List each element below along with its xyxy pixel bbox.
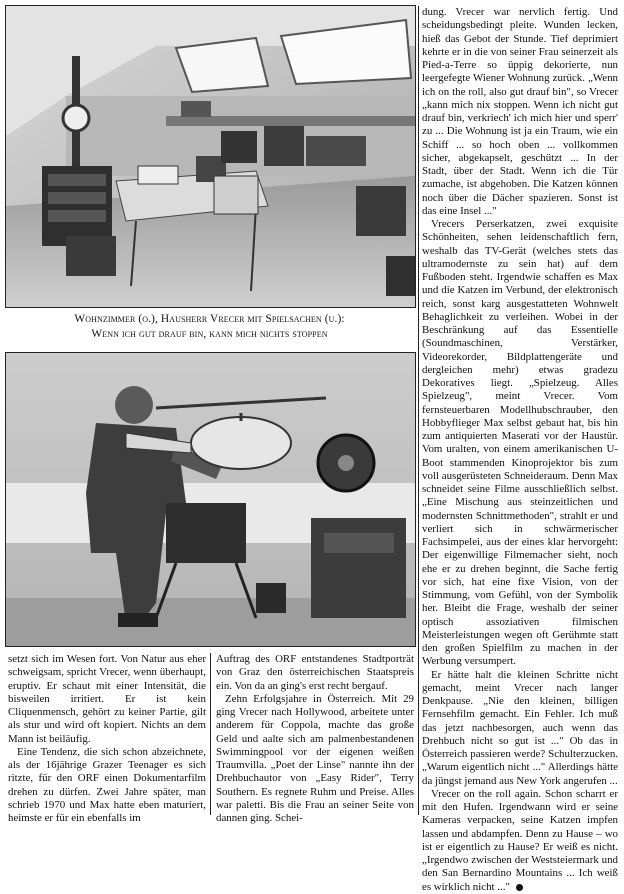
text-column-middle — [216, 653, 414, 825]
end-of-article-icon — [516, 884, 523, 891]
paragraph-final — [422, 788, 618, 894]
caption-line-1: Wohnzimmer (o.), Hausherr Vrecer mit Spielsachen (u.): — [74, 313, 345, 325]
paragraph: dung. Vrecer war nervlich fertig. Und scheidungsbedingt pleite. Wunden lecken, hieß das Gebot der Stunde. Tief deprimiert kehrte er in die von seiner Frau seinerzeit als Pied-a-Terre so üppig dekorierte, nun leergefegte Wiener Wohnung zurück. „Wenn ich on the roll, also gut drauf bin", so Vrecer „kann mich nix stoppen. Wenn ich nicht gut drauf bin, verkriech' ich mich hier und sperr' zu ... Die Wohnung ist ja ein Traum, wie ein Schiff ... so hoch oben ... vollkommen sicher, abgekapselt, geschützt ... In der Stadt, über der Stadt. Wenn ich die Tür zumache, ist abgehoben. Die Katzen können noch über die Dächer spazieren. Sonst ist das eine Insel ..." — [422, 6, 618, 217]
column-rule-right — [418, 6, 419, 815]
paragraph-final-text: Vrecer on the roll again. Schon scharrt er mit den Hufen. Irgendwann wird er seine Kameras verpacken, seine Katzen impfen lassen und abdampfen. Denn zu Hause – wo ist er eigentlich zu Hause? Er weiß es nicht. „Irgendwo zwischen der Weststeiermark und den San Bernardino Mountains ... Ich weiß es wirklich nicht ..." — [422, 787, 618, 893]
column-rule-left — [210, 653, 211, 815]
photo-caption — [5, 312, 414, 342]
paragraph: Er hätte halt die kleinen Schritte nicht gemacht, meint Vrecer nach langer Denkpause. „Nie den kleinen, billigen Fernsehfilm gemacht. Ein Fehler. Ich muß das jetzt nachbesorgen, auch wenn das Drehbuch nicht so gut ist ..." Ob das in Österreich passieren werde? Schulterzucken. „Warum eigentlich nicht ..." Allerdings hätte da jüngst jemand aus New York angerufen ... — [422, 668, 618, 787]
photo-helicopter-model-icon — [6, 353, 415, 646]
caption-line-2: Wenn ich gut drauf bin, kann mich nichts stoppen — [91, 328, 328, 340]
photo-living-room-icon — [6, 6, 415, 307]
paragraph: Auftrag des ORF entstandenes Stadtporträt von Graz den österreichischen Staatspreis ein. Von da an ging's erst recht bergauf. — [216, 653, 414, 692]
text-column-left — [8, 653, 206, 825]
paragraph: Vrecers Perserkatzen, zwei exquisite Schönheiten, sehen leidenschaftlich fern, weshalb das TV-Gerät (welches stets das ultramodernste zu sein hat) auf dem Fußboden steht. Irgendwie schaffen es Max und die Katzen im Verbund, der elektronisch reich, sonst karg ausgestatteten Wohnwelt Behaglichkeit zu verleihen. Wobei in der Beschränkung auf das Essentielle (Soundmaschinen, Verstärker, Videorekorder, Bildplattengeräte und dergleichen mehr) etwas gradezu Dekoratives liegt. „Spielzeug. Alles Spielzeug", meint Vrecer. Vom fernsteuerbaren Modellhubschrauber, den Hobbyflieger Max selbst gebaut hat, bis hin zum antiquierten Maserati vor der Haustür. Vom uralten, von einem amerikanischen U-Boot stammenden Kinoprojektor bis zum voll ausgerüsteten Schneideraum. Denn Max schneidet seine Filme ausschließlich selbst. „Eine Mischung aus steinzeitlichen und modernsten Schnittmethoden", strahlt er und verliert sich in schwärmerischer Fachsimpelei, aus der eines klar hervorgeht: Der eigenwillige Filmemacher sieht, noch ehe er zu drehen beginnt, die Sache fertig vor sich, hat eine fixe Vision, von der Stimmung, vom Gefühl, von der Symbolik her. Bleibt die Frage, weshalb der seiner optisch assoziativen filmischen Meisterleistungen wegen oft Gerühmte statt den großen Spielfilm zu machen in der Werbung versumpert. — [422, 218, 618, 668]
photo-living-room — [5, 5, 416, 308]
photo-helicopter-model — [5, 352, 416, 647]
paragraph: Zehn Erfolgsjahre in Österreich. Mit 29 ging Vrecer nach Hollywood, arbeitete unter anderem für Coppola, machte das große Geld und aalte sich am palmenbestandenen Swimmingpool vor der eigenen weißen Traumvilla. „Poet der Linse" nannte ihn der Drehbuchautor von „Easy Rider", Terry Southern. Es regnete Ruhm und Preise. Alles war paletti. Bis die Frau an seiner Seite von dannen ging. Schei- — [216, 692, 414, 824]
text-column-right — [422, 6, 618, 894]
paragraph: Eine Tendenz, die sich schon abzeichnete, als der 16jährige Grazer Teenager es sich ritzte, für den ORF einen Dokumentarfilm drehen zu dürfen. Zwei Jahre später, man schrieb 1970 und Max hatte eben maturiert, heimste er für ein ebenfalls im — [8, 745, 206, 824]
paragraph: setzt sich im Wesen fort. Von Natur aus eher schweigsam, spricht Vrecer, wenn überhaupt, eruptiv. Er schaut mit einer Intensität, die bisweilen irritiert. Er ist kein Cliquenmensch, gehört zu keiner Partie, gilt als stur und wird oft kopiert. Nichts an dem Mann ist beiläufig. — [8, 653, 206, 745]
